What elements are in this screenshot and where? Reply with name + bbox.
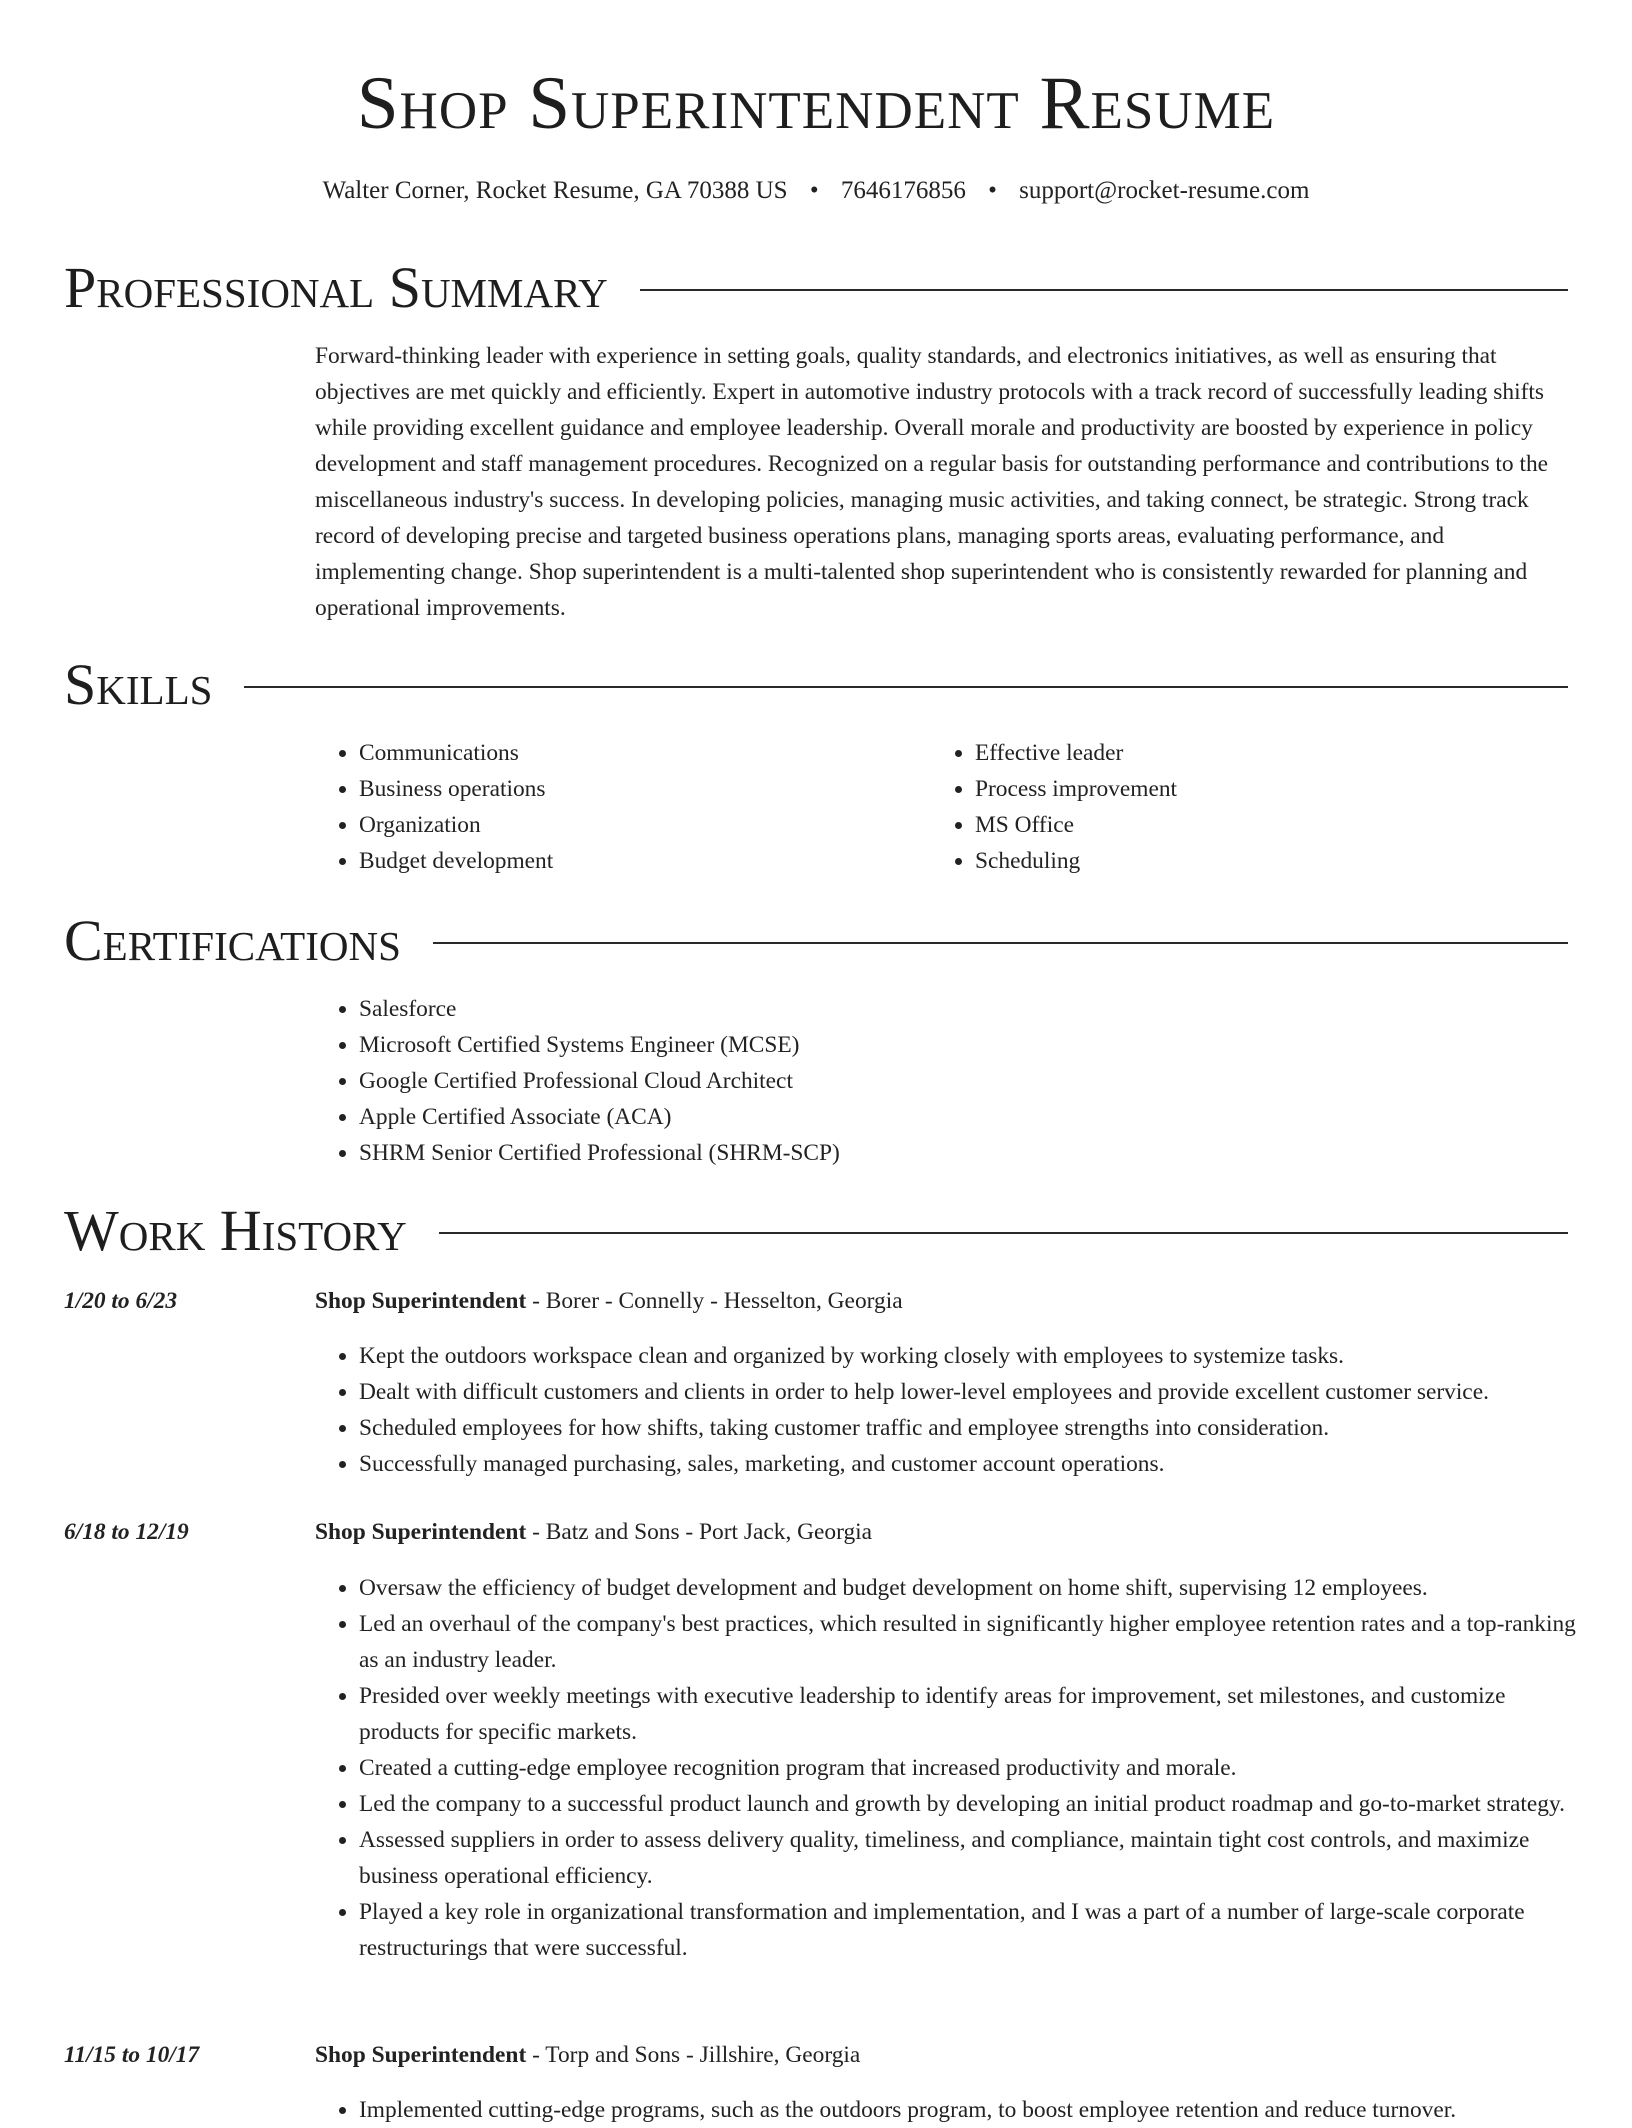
job-dates: 6/18 to 12/19 <box>64 1519 189 1545</box>
job-title <box>315 1283 903 1319</box>
skills-section-header <box>64 652 1568 718</box>
job-bullet: • Presided over weekly meetings with executive leadership to identify areas for improvement, set milestones, and customize products for specific markets. <box>359 1678 1580 1750</box>
job-company: - Torp and Sons - Jillshire, Georgia <box>526 2042 861 2068</box>
skill-item: • Scheduling <box>975 843 1531 879</box>
job-role: Shop Superintendent <box>315 1288 527 1314</box>
skills-column-right <box>931 735 1531 879</box>
certifications-section-header <box>64 908 1568 974</box>
certification-item: • Google Certified Professional Cloud Architect <box>359 1063 1515 1099</box>
certification-item: • Microsoft Certified Systems Engineer (MCSE) <box>359 1027 1515 1063</box>
section-divider <box>433 942 1568 944</box>
job-bullets <box>315 1338 1580 1482</box>
work-section-header <box>64 1198 1568 1264</box>
job-bullets <box>315 1570 1580 1966</box>
contact-line <box>0 174 1632 208</box>
section-divider <box>640 289 1568 291</box>
job-bullet: • Oversaw the efficiency of budget development and budget development on home shift, supervising 12 employees. <box>359 1570 1580 1606</box>
job-header <box>64 2037 1568 2073</box>
job-bullets <box>315 2092 1580 2128</box>
job-title <box>315 2037 860 2073</box>
certifications-list <box>315 991 1515 1171</box>
skills-heading: Skills <box>64 652 213 717</box>
contact-phone: 7646176856 <box>840 177 966 204</box>
job-header <box>64 1283 1568 1319</box>
skill-item: • Communications <box>359 735 875 771</box>
job-company: - Batz and Sons - Port Jack, Georgia <box>526 1519 873 1545</box>
job-header <box>64 1514 1568 1550</box>
skill-item: • Effective leader <box>975 735 1531 771</box>
job-bullet: • Scheduled employees for how shifts, taking customer traffic and employee strengths into consideration. <box>359 1410 1580 1446</box>
job-bullet: • Successfully managed purchasing, sales, marketing, and customer account operations. <box>359 1446 1580 1482</box>
job-title <box>315 1514 872 1550</box>
section-divider <box>244 686 1568 688</box>
skill-item: • Organization <box>359 807 875 843</box>
job-bullet: • Played a key role in organizational transformation and implementation, and I was a part of a number of large-scale corporate restructurings that were successful. <box>359 1894 1580 1966</box>
skill-item: • Business operations <box>359 771 875 807</box>
job-role: Shop Superintendent <box>315 2042 527 2068</box>
summary-text: Forward-thinking leader with experience in setting goals, quality standards, and electronics initiatives, as well as ensuring that objectives are met quickly and efficiently. Expert in automotive industry protocols with a track record of successfully leading shifts while providing excellent guidance and employee leadership. Overall morale and productivity are boosted by experience in policy development and staff management procedures. Recognized on a regular basis for outstanding performance and contributions to the miscellaneous industry's success. In developing policies, managing music activities, and taking connect, be strategic. Strong track record of developing precise and targeted business operations plans, managing sports areas, evaluating performance, and implementing change. Shop superintendent is a multi-talented shop superintendent who is consistently rewarded for planning and operational improvements. <box>315 343 1549 621</box>
job-bullet: • Created a cutting-edge employee recognition program that increased productivity and morale. <box>359 1750 1580 1786</box>
job-bullet: • Implemented cutting-edge programs, such as the outdoors program, to boost employee retention and reduce turnover. <box>359 2092 1580 2128</box>
certifications-heading: Certifications <box>64 908 401 973</box>
job-bullet: • Dealt with difficult customers and clients in order to help lower-level employees and provide excellent customer service. <box>359 1374 1580 1410</box>
certification-item: • SHRM Senior Certified Professional (SHRM-SCP) <box>359 1135 1515 1171</box>
certification-item: • Salesforce <box>359 991 1515 1027</box>
contact-separator: • <box>809 177 819 204</box>
job-bullet: • Led an overhaul of the company's best practices, which resulted in significantly higher employee retention rates and a top-ranking as an industry leader. <box>359 1606 1580 1678</box>
summary-heading: Professional Summary <box>64 255 608 320</box>
contact-email: support@rocket-resume.com <box>1019 177 1310 204</box>
skill-item: • Process improvement <box>975 771 1531 807</box>
work-heading: Work History <box>64 1198 407 1263</box>
contact-address: Walter Corner, Rocket Resume, GA 70388 US <box>322 177 788 204</box>
skill-item: • MS Office <box>975 807 1531 843</box>
skills-column-left <box>315 735 875 879</box>
certification-item: • Apple Certified Associate (ACA) <box>359 1099 1515 1135</box>
job-bullet: • Led the company to a successful product launch and growth by developing an initial product roadmap and go-to-market strategy. <box>359 1786 1580 1822</box>
contact-separator: • <box>988 177 997 204</box>
job-dates: 1/20 to 6/23 <box>64 1288 178 1314</box>
job-bullet: • Kept the outdoors workspace clean and organized by working closely with employees to systemize tasks. <box>359 1338 1580 1374</box>
section-divider <box>439 1232 1568 1234</box>
job-dates: 11/15 to 10/17 <box>64 2042 200 2068</box>
summary-section-header <box>64 255 1568 321</box>
resume-title: Shop Superintendent Resume <box>356 62 1276 145</box>
skill-item: • Budget development <box>359 843 875 879</box>
job-company: - Borer - Connelly - Hesselton, Georgia <box>526 1288 903 1314</box>
job-bullet: • Assessed suppliers in order to assess delivery quality, timeliness, and compliance, maintain tight cost controls, and maximize business operational efficiency. <box>359 1822 1580 1894</box>
job-role: Shop Superintendent <box>315 1519 527 1545</box>
